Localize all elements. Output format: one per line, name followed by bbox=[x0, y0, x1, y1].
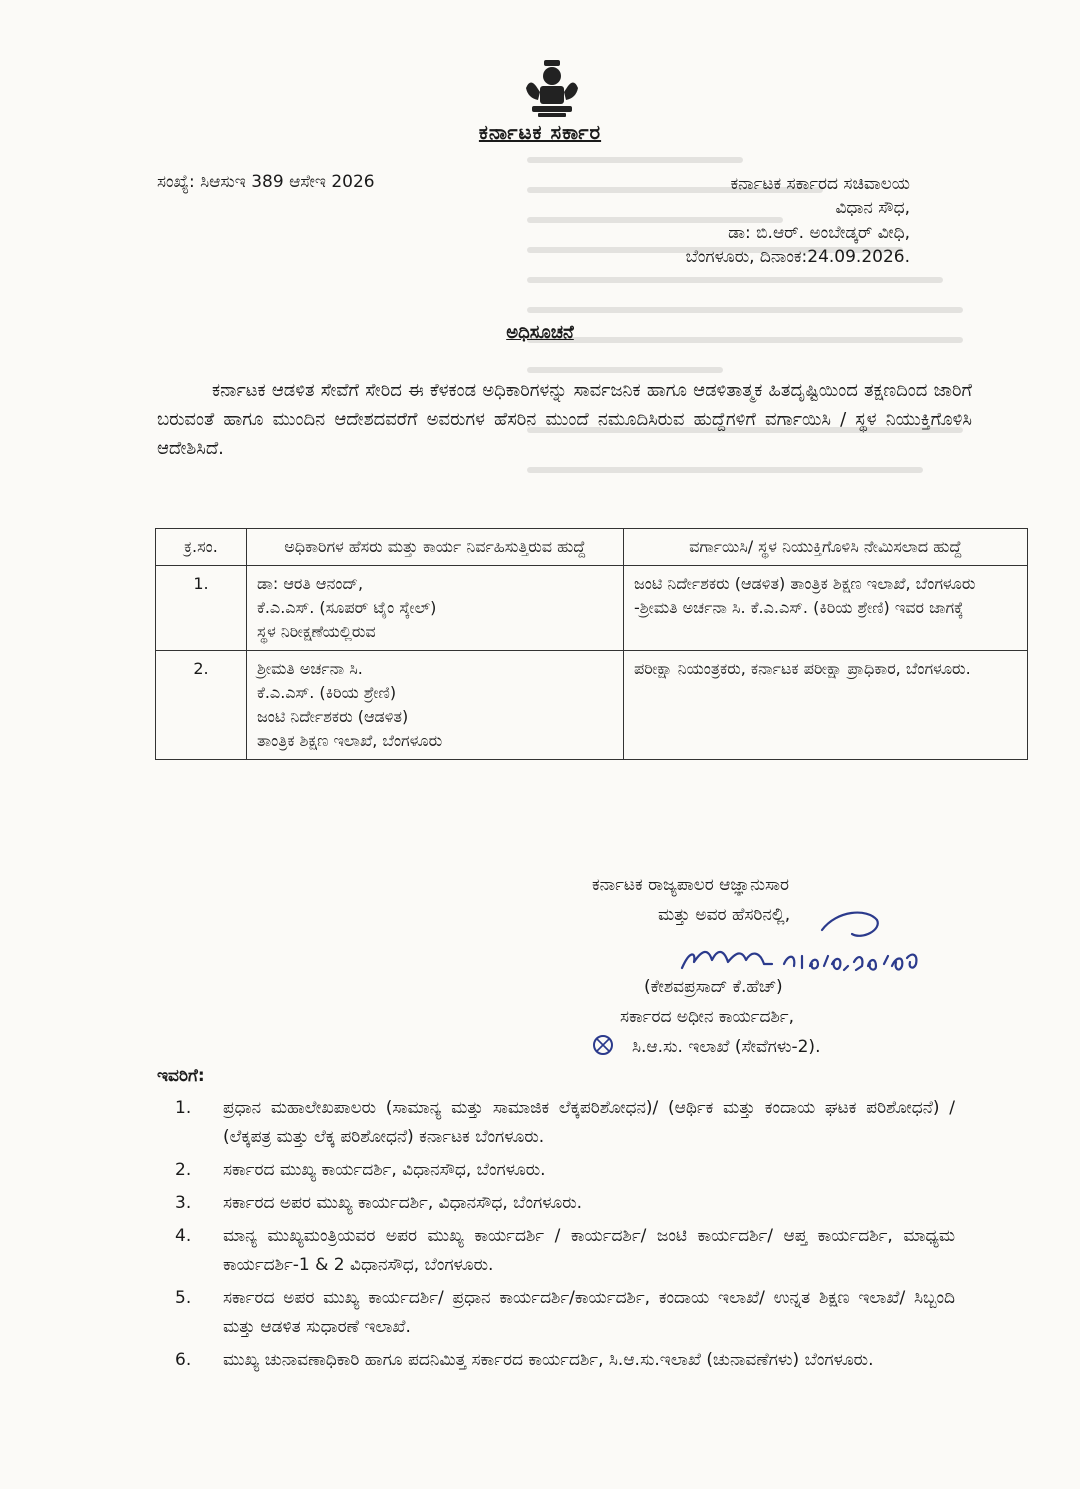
table-row bbox=[156, 651, 1028, 760]
officer-line: ತಾಂತ್ರಿಕ ಶಿಕ್ಷಣ ಇಲಾಖೆ, ಬೆಂಗಳೂರು bbox=[257, 731, 443, 750]
office-line: ವಿಧಾನ ಸೌಧ, bbox=[835, 198, 910, 219]
recipients-list bbox=[175, 1094, 955, 1379]
authority-line: ಮತ್ತು ಅವರ ಹೆಸರಿನಲ್ಲಿ, bbox=[658, 905, 791, 925]
office-address bbox=[610, 172, 910, 270]
table-cell-posting: ಜಂಟಿ ನಿರ್ದೇಶಕರು (ಆಡಳಿತ) ತಾಂತ್ರಿಕ ಶಿಕ್ಷಣ ಇಲಾಖೆ, ಬೆಂಗಳೂರು -ಶ್ರೀಮತಿ ಅರ್ಚನಾ ಸಿ. ಕೆ.ಎ.ಎಸ್. (ಕಿರಿಯ ಶ್ರೇಣಿ) ಇವರ ಜಾಗಕ್ಕೆ bbox=[624, 566, 1028, 651]
officer-line: ಶ್ರೀಮತಿ ಅರ್ಚನಾ ಸಿ. bbox=[257, 659, 363, 678]
list-item: 2. ಸರ್ಕಾರದ ಮುಖ್ಯ ಕಾರ್ಯದರ್ಶಿ, ವಿಧಾನಸೌಧ, ಬೆಂಗಳೂರು. bbox=[175, 1160, 546, 1180]
table-header-cell: ಕ್ರ.ಸಂ. bbox=[156, 529, 247, 566]
signatory-department: ಸಿ.ಆ.ಸು. ಇಲಾಖೆ (ಸೇವೆಗಳು-2). bbox=[632, 1037, 821, 1057]
officer-line: ಕೆ.ಎ.ಎಸ್. (ಸೂಪರ್ ಟೈಂ ಸ್ಕೇಲ್) bbox=[257, 598, 437, 617]
transfer-table bbox=[155, 528, 1028, 760]
table-row bbox=[156, 566, 1028, 651]
notification-title: ಅಧಿಸೂಚನೆ bbox=[506, 322, 574, 343]
table-cell-number: 1. bbox=[156, 566, 247, 651]
signatory-name: (ಕೇಶವಪ್ರಸಾದ್ ಕೆ.ಹೆಚ್) bbox=[644, 977, 783, 997]
table-cell-number: 2. bbox=[156, 651, 247, 760]
reference-number: ಸಂಖ್ಯೆ: ಸಿಆಸುಇ 389 ಆಸೇಇ 2026 bbox=[157, 172, 375, 192]
authority-line: ಕರ್ನಾಟಕ ರಾಜ್ಯಪಾಲರ ಆಜ್ಞಾನುಸಾರ bbox=[592, 875, 790, 895]
table-cell-officer bbox=[247, 651, 624, 760]
initial-seal-icon bbox=[588, 1030, 618, 1060]
recipients-label: ಇವರಿಗೆ: bbox=[157, 1066, 205, 1086]
notification-body: ಕರ್ನಾಟಕ ಆಡಳಿತ ಸೇವೆಗೆ ಸೇರಿದ ಈ ಕೆಳಕಂಡ ಅಧಿಕಾರಿಗಳನ್ನು ಸಾರ್ವಜನಿಕ ಹಾಗೂ ಆಡಳಿತಾತ್ಮಕ ಹಿತದೃಷ್ಟಿಯಿಂದ ತಕ್ಷಣದಿಂದ ಜಾರಿಗೆ ಬರುವಂತೆ ಹಾಗೂ ಮುಂದಿನ ಆದೇಶದವರೆಗೆ ಅವರುಗಳ ಹೆಸರಿನ ಮುಂದೆ ನಮೂದಿಸಿರುವ ಹುದ್ದೆಗಳಿಗೆ ವರ್ಗಾಯಿಸಿ / ಸ್ಥಳ ನಿಯುಕ್ತಿಗೊಳಿಸಿ ಆದೇಶಿಸಿದೆ. bbox=[157, 380, 972, 459]
government-title: ಕರ್ನಾಟಕ ಸರ್ಕಾರ bbox=[478, 120, 602, 144]
office-line: ಕರ್ನಾಟಕ ಸರ್ಕಾರದ ಸಚಿವಾಲಯ bbox=[730, 174, 910, 194]
table-header-cell: ಅಧಿಕಾರಿಗಳ ಹೆಸರು ಮತ್ತು ಕಾರ್ಯ ನಿರ್ವಹಿಸುತ್ತಿರುವ ಹುದ್ದೆ bbox=[247, 529, 624, 566]
list-item: 3. ಸರ್ಕಾರದ ಅಪರ ಮುಖ್ಯ ಕಾರ್ಯದರ್ಶಿ, ವಿಧಾನಸೌಧ, ಬೆಂಗಳೂರು. bbox=[175, 1193, 583, 1213]
office-date: ಬೆಂಗಳೂರು, ದಿನಾಂಕ:24.09.2026. bbox=[685, 247, 910, 268]
table-cell-officer bbox=[247, 566, 624, 651]
office-line: ಡಾ: ಬಿ.ಆರ್. ಅಂಬೇಡ್ಕರ್ ವೀಧಿ, bbox=[728, 222, 910, 243]
signatory-designation: ಸರ್ಕಾರದ ಅಧೀನ ಕಾರ್ಯದರ್ಶಿ, bbox=[620, 1007, 794, 1027]
table-header-cell: ವರ್ಗಾಯಿಸಿ/ ಸ್ಥಳ ನಿಯುಕ್ತಿಗೊಳಿಸಿ ನೇಮಿಸಲಾದ ಹುದ್ದೆ bbox=[624, 529, 1028, 566]
list-item: 4. ಮಾನ್ಯ ಮುಖ್ಯಮಂತ್ರಿಯವರ ಅಪರ ಮುಖ್ಯ ಕಾರ್ಯದರ್ಶಿ / ಕಾರ್ಯದರ್ಶಿ/ ಜಂಟಿ ಕಾರ್ಯದರ್ಶಿ/ ಆಪ್ತ ಕಾರ್ಯದರ್ಶಿ, ಮಾಧ್ಯಮ ಕಾರ್ಯದರ್ಶಿ-1 & 2 ವಿಧಾನಸೌಧ, ಬೆಂಗಳೂರು. bbox=[175, 1226, 955, 1275]
table-cell-posting: ಪರೀಕ್ಷಾ ನಿಯಂತ್ರಕರು, ಕರ್ನಾಟಕ ಪರೀಕ್ಷಾ ಪ್ರಾಧಿಕಾರ, ಬೆಂಗಳೂರು. bbox=[624, 651, 1028, 760]
officer-line: ಸ್ಥಳ ನಿರೀಕ್ಷಣೆಯಲ್ಲಿರುವ bbox=[257, 622, 376, 641]
list-item: 1. ಪ್ರಧಾನ ಮಹಾಲೇಖಪಾಲರು (ಸಾಮಾನ್ಯ ಮತ್ತು ಸಾಮಾಜಿಕ ಲೆಕ್ಕಪರಿಶೋಧನ)/ (ಆರ್ಥಿಕ ಮತ್ತು ಕಂದಾಯ ಘಟಕ ಪರಿಶೋಧನೆ) / (ಲೆಕ್ಕಪತ್ರ ಮತ್ತು ಲೆಕ್ಕ ಪರಿಶೋಧನೆ) ಕರ್ನಾಟಕ ಬೆಂಗಳೂರು. bbox=[175, 1098, 955, 1147]
list-item: 6. ಮುಖ್ಯ ಚುನಾವಣಾಧಿಕಾರಿ ಹಾಗೂ ಪದನಿಮಿತ್ತ ಸರ್ಕಾರದ ಕಾರ್ಯದರ್ಶಿ, ಸಿ.ಆ.ಸು.ಇಲಾಖೆ (ಚುನಾವಣೆಗಳು) ಬೆಂಗಳೂರು. bbox=[175, 1350, 874, 1370]
state-emblem-icon bbox=[522, 58, 582, 118]
officer-line: ಜಂಟಿ ನಿರ್ದೇಶಕರು (ಆಡಳಿತ) bbox=[257, 707, 409, 726]
table-header-row bbox=[156, 529, 1028, 566]
list-item: 5. ಸರ್ಕಾರದ ಅಪರ ಮುಖ್ಯ ಕಾರ್ಯದರ್ಶಿ/ ಪ್ರಧಾನ ಕಾರ್ಯದರ್ಶಿ/ಕಾರ್ಯದರ್ಶಿ, ಕಂದಾಯ ಇಲಾಖೆ/ ಉನ್ನತ ಶಿಕ್ಷಣ ಇಲಾಖೆ/ ಸಿಬ್ಬಂದಿ ಮತ್ತು ಆಡಳಿತ ಸುಧಾರಣೆ ಇಲಾಖೆ. bbox=[175, 1288, 955, 1337]
officer-line: ಡಾ: ಆರತಿ ಆನಂದ್, bbox=[257, 574, 364, 593]
officer-line: ಕೆ.ಎ.ಎಸ್. (ಕಿರಿಯ ಶ್ರೇಣಿ) bbox=[257, 683, 397, 702]
handwritten-signature bbox=[672, 890, 942, 980]
